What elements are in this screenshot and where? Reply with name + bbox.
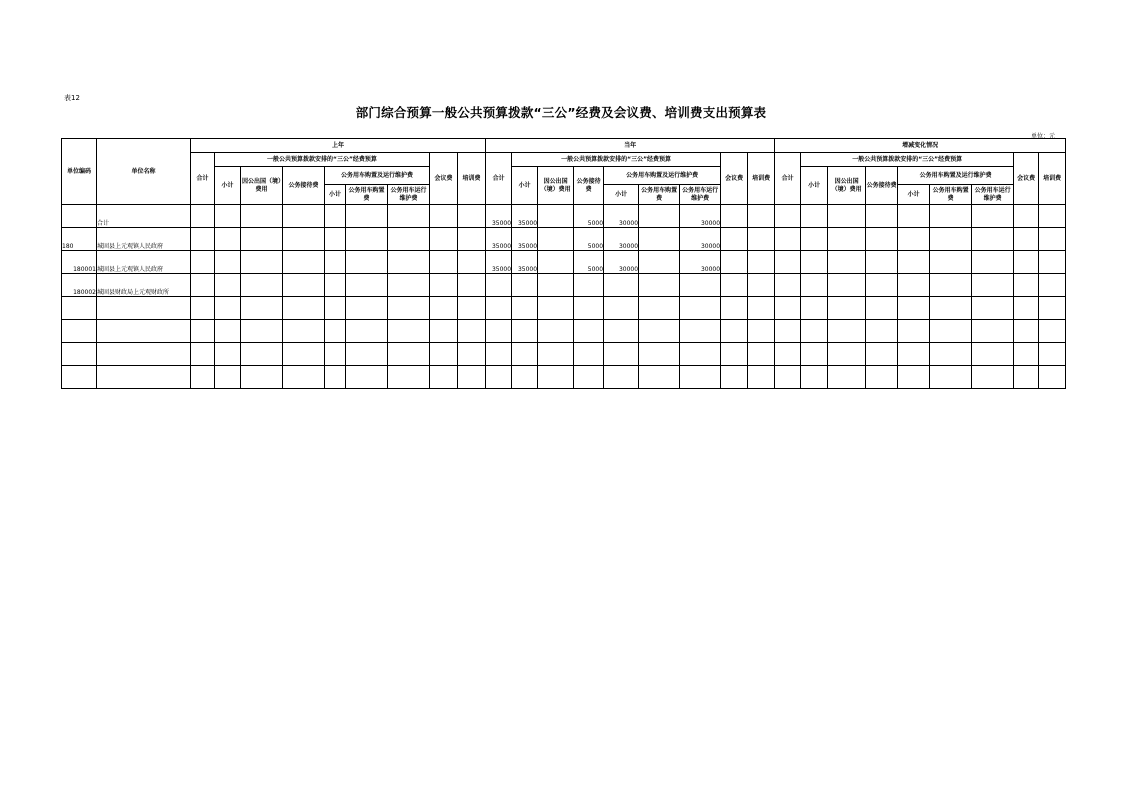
chg-value-cell [801,228,828,251]
cur-value-cell [680,320,721,343]
table-row [62,366,1066,389]
prev-value-cell [388,343,430,366]
cur-value-cell [639,274,680,297]
unit-name-cell [97,320,191,343]
header-prev-year: 上年 [191,139,486,153]
chg-value-cell [866,297,898,320]
header-cur-vehicle-run: 公务用车运行维护费 [680,185,721,205]
chg-value-cell [1039,228,1066,251]
header-cur-meeting: 会议费 [721,153,748,205]
chg-value-cell [930,297,972,320]
chg-value-cell [1014,205,1039,228]
cur-value-cell: 5000 [574,251,604,274]
cur-value-cell [639,297,680,320]
cur-value-cell [748,297,775,320]
chg-value-cell [801,274,828,297]
cur-value-cell [748,274,775,297]
chg-value-cell [801,251,828,274]
cur-value-cell [604,343,639,366]
table-row [62,274,1066,297]
prev-value-cell [241,320,283,343]
cur-value-cell [748,343,775,366]
cur-value-cell: 35000 [486,251,512,274]
page-title: 部门综合预算一般公共预算拨款“三公”经费及会议费、培训费支出预算表 [355,105,767,120]
cur-value-cell [512,297,538,320]
chg-value-cell [828,274,866,297]
header-cur-abroad: 因公出国（境）费用 [538,167,574,205]
prev-value-cell [215,297,241,320]
header-chg-vehicle-buy: 公务用车购置费 [930,185,972,205]
prev-value-cell [191,343,215,366]
cur-value-cell [486,297,512,320]
header-unit-name: 单位名称 [97,139,191,205]
chg-value-cell [930,205,972,228]
unit-code-cell: 180001 [62,251,97,274]
cur-value-cell [721,366,748,389]
cur-value-cell [748,366,775,389]
prev-value-cell [191,205,215,228]
unit-code-cell [62,343,97,366]
header-chg-total: 合计 [775,153,801,205]
chg-value-cell [1039,320,1066,343]
cur-value-cell [574,366,604,389]
chg-value-cell [898,205,930,228]
header-cur-vehicle-buy: 公务用车购置费 [639,185,680,205]
unit-name-cell [97,297,191,320]
chg-value-cell [1014,366,1039,389]
chg-value-cell [866,366,898,389]
cur-value-cell [639,251,680,274]
prev-value-cell [388,274,430,297]
prev-value-cell [388,366,430,389]
header-chg-abroad: 因公出国（境）费用 [828,167,866,205]
header-chg-reception: 公务接待费 [866,167,898,205]
prev-value-cell [458,320,486,343]
prev-value-cell [283,274,325,297]
prev-value-cell [346,228,388,251]
cur-value-cell [721,274,748,297]
unit-name-cell: 城固县财政局上元观财政所 [97,274,191,297]
prev-value-cell [388,228,430,251]
cur-value-cell [748,205,775,228]
cur-value-cell [574,297,604,320]
cur-value-cell [538,320,574,343]
prev-value-cell [430,228,458,251]
prev-value-cell [215,274,241,297]
cur-value-cell [721,228,748,251]
prev-value-cell [325,205,346,228]
prev-value-cell [241,205,283,228]
chg-value-cell [1039,343,1066,366]
header-prev-vehicle-subtotal: 小计 [325,185,346,205]
header-prev-abroad: 因公出国（境）费用 [241,167,283,205]
prev-value-cell [215,320,241,343]
prev-value-cell [283,297,325,320]
cur-value-cell [721,297,748,320]
header-prev-total: 合计 [191,153,215,205]
cur-value-cell [748,320,775,343]
chg-value-cell [930,320,972,343]
chg-value-cell [930,228,972,251]
chg-value-cell [1014,274,1039,297]
chg-value-cell [972,274,1014,297]
chg-value-cell [1014,320,1039,343]
header-prev-vehicle: 公务用车购置及运行维护费 [325,167,430,185]
chg-value-cell [930,274,972,297]
prev-value-cell [325,297,346,320]
cur-value-cell [680,366,721,389]
chg-value-cell [898,228,930,251]
header-cur-sangong: 一般公共预算拨款安排的“三公”经费预算 [512,153,721,167]
header-cur-subtotal: 小计 [512,167,538,205]
cur-value-cell [486,274,512,297]
unit-code-cell [62,366,97,389]
cur-value-cell [604,297,639,320]
cur-value-cell [538,274,574,297]
chg-value-cell [828,366,866,389]
chg-value-cell [828,343,866,366]
chg-value-cell [898,343,930,366]
chg-value-cell [828,297,866,320]
prev-value-cell [325,274,346,297]
table-row [62,297,1066,320]
cur-value-cell [721,320,748,343]
chg-value-cell [828,320,866,343]
header-cur-year: 当年 [486,139,775,153]
prev-value-cell [325,320,346,343]
header-cur-total: 合计 [486,153,512,205]
cur-value-cell: 5000 [574,228,604,251]
prev-value-cell [388,320,430,343]
unit-name-cell: 城固县上元观镇人民政府 [97,251,191,274]
unit-label: 单位：元 [1031,133,1056,140]
cur-value-cell: 30000 [680,205,721,228]
unit-code-cell [62,320,97,343]
cur-value-cell [512,366,538,389]
chg-value-cell [775,228,801,251]
chg-value-cell [930,343,972,366]
chg-value-cell [1039,251,1066,274]
header-chg-training: 培训费 [1039,153,1066,205]
cur-value-cell [680,297,721,320]
header-change: 增减变化情况 [775,139,1066,153]
cur-value-cell: 30000 [604,251,639,274]
header-unit-code: 单位编码 [62,139,97,205]
header-cur-vehicle-subtotal: 小计 [604,185,639,205]
cur-value-cell [748,228,775,251]
prev-value-cell [388,297,430,320]
chg-value-cell [930,251,972,274]
unit-name-cell: 城固县上元观镇人民政府 [97,228,191,251]
cur-value-cell [538,228,574,251]
header-chg-meeting: 会议费 [1014,153,1039,205]
prev-value-cell [241,366,283,389]
chg-value-cell [775,366,801,389]
prev-value-cell [458,297,486,320]
chg-value-cell [972,297,1014,320]
chg-value-cell [801,320,828,343]
cur-value-cell: 30000 [680,228,721,251]
chg-value-cell [866,228,898,251]
prev-value-cell [283,228,325,251]
header-prev-meeting: 会议费 [430,153,458,205]
chg-value-cell [828,251,866,274]
header-cur-vehicle: 公务用车购置及运行维护费 [604,167,721,185]
prev-value-cell [346,274,388,297]
prev-value-cell [215,205,241,228]
prev-value-cell [346,366,388,389]
prev-value-cell [283,366,325,389]
chg-value-cell [866,320,898,343]
chg-value-cell [972,228,1014,251]
header-chg-vehicle: 公务用车购置及运行维护费 [898,167,1014,185]
chg-value-cell [1039,274,1066,297]
chg-value-cell [828,205,866,228]
prev-value-cell [191,297,215,320]
header-chg-subtotal: 小计 [801,167,828,205]
cur-value-cell: 35000 [512,205,538,228]
prev-value-cell [241,297,283,320]
prev-value-cell [191,320,215,343]
prev-value-cell [191,366,215,389]
prev-value-cell [430,343,458,366]
prev-value-cell [325,366,346,389]
cur-value-cell: 35000 [486,205,512,228]
table-row [62,343,1066,366]
table-row [62,228,1066,251]
header-chg-vehicle-subtotal: 小计 [898,185,930,205]
cur-value-cell [574,343,604,366]
cur-value-cell [486,366,512,389]
prev-value-cell [325,343,346,366]
prev-value-cell [458,274,486,297]
prev-value-cell [241,274,283,297]
unit-code-cell [62,297,97,320]
header-prev-training: 培训费 [458,153,486,205]
header-cur-training: 培训费 [748,153,775,205]
table-number: 表12 [64,94,80,102]
cur-value-cell [538,343,574,366]
unit-name-cell [97,366,191,389]
cur-value-cell [486,343,512,366]
chg-value-cell [801,205,828,228]
chg-value-cell [898,320,930,343]
prev-value-cell [215,343,241,366]
chg-value-cell [1039,297,1066,320]
table-row [62,320,1066,343]
prev-value-cell [241,251,283,274]
cur-value-cell [639,205,680,228]
cur-value-cell: 30000 [680,251,721,274]
prev-value-cell [215,228,241,251]
prev-value-cell [283,205,325,228]
chg-value-cell [801,297,828,320]
cur-value-cell [574,320,604,343]
cur-value-cell: 35000 [512,228,538,251]
cur-value-cell [639,320,680,343]
unit-code-cell: 180 [62,228,97,251]
prev-value-cell [430,320,458,343]
prev-value-cell [241,228,283,251]
cur-value-cell: 30000 [604,228,639,251]
cur-value-cell [538,366,574,389]
prev-value-cell [283,343,325,366]
prev-value-cell [346,297,388,320]
chg-value-cell [801,343,828,366]
prev-value-cell [346,251,388,274]
cur-value-cell [604,320,639,343]
prev-value-cell [430,297,458,320]
chg-value-cell [775,251,801,274]
prev-value-cell [458,228,486,251]
cur-value-cell: 35000 [512,251,538,274]
header-prev-subtotal: 小计 [215,167,241,205]
cur-value-cell: 5000 [574,205,604,228]
prev-value-cell [215,366,241,389]
table-body [62,205,1066,389]
unit-name-cell [97,343,191,366]
cur-value-cell [538,251,574,274]
prev-value-cell [458,251,486,274]
table-row [62,205,1066,228]
prev-value-cell [346,343,388,366]
cur-value-cell [721,205,748,228]
chg-value-cell [972,366,1014,389]
cur-value-cell [538,205,574,228]
chg-value-cell [775,297,801,320]
header-prev-vehicle-run: 公务用车运行维护费 [388,185,430,205]
chg-value-cell [866,205,898,228]
cur-value-cell: 35000 [486,228,512,251]
chg-value-cell [866,251,898,274]
prev-value-cell [215,251,241,274]
chg-value-cell [828,228,866,251]
chg-value-cell [866,343,898,366]
prev-value-cell [283,320,325,343]
prev-value-cell [458,343,486,366]
table-row [62,251,1066,274]
header-chg-vehicle-run: 公务用车运行维护费 [972,185,1014,205]
chg-value-cell [775,343,801,366]
cur-value-cell [680,274,721,297]
prev-value-cell [191,228,215,251]
header-chg-sangong: 一般公共预算拨款安排的“三公”经费预算 [801,153,1014,167]
cur-value-cell [574,274,604,297]
prev-value-cell [388,205,430,228]
chg-value-cell [866,274,898,297]
prev-value-cell [191,274,215,297]
chg-value-cell [775,205,801,228]
cur-value-cell [748,251,775,274]
cur-value-cell [538,297,574,320]
header-cur-reception: 公务接待费 [574,167,604,205]
unit-name-cell: 合计 [97,205,191,228]
prev-value-cell [241,343,283,366]
prev-value-cell [191,251,215,274]
unit-code-cell [62,205,97,228]
cur-value-cell [512,343,538,366]
header-prev-vehicle-buy: 公务用车购置费 [346,185,388,205]
chg-value-cell [898,297,930,320]
header-prev-sangong: 一般公共预算拨款安排的“三公”经费预算 [215,153,430,167]
budget-table [61,138,1066,389]
cur-value-cell [512,320,538,343]
header-prev-reception: 公务接待费 [283,167,325,205]
cur-value-cell [639,343,680,366]
prev-value-cell [325,228,346,251]
chg-value-cell [1014,297,1039,320]
chg-value-cell [1014,251,1039,274]
cur-value-cell [604,274,639,297]
chg-value-cell [898,274,930,297]
prev-value-cell [430,205,458,228]
prev-value-cell [346,205,388,228]
chg-value-cell [1014,228,1039,251]
cur-value-cell [512,274,538,297]
chg-value-cell [972,320,1014,343]
cur-value-cell: 30000 [604,205,639,228]
cur-value-cell [721,343,748,366]
chg-value-cell [1039,366,1066,389]
chg-value-cell [898,251,930,274]
prev-value-cell [458,205,486,228]
prev-value-cell [430,366,458,389]
chg-value-cell [898,366,930,389]
chg-value-cell [972,251,1014,274]
cur-value-cell [486,320,512,343]
prev-value-cell [430,274,458,297]
chg-value-cell [972,205,1014,228]
unit-code-cell: 180002 [62,274,97,297]
chg-value-cell [775,320,801,343]
prev-value-cell [283,251,325,274]
cur-value-cell [721,251,748,274]
chg-value-cell [972,343,1014,366]
prev-value-cell [458,366,486,389]
cur-value-cell [639,366,680,389]
prev-value-cell [430,251,458,274]
chg-value-cell [1039,205,1066,228]
cur-value-cell [680,343,721,366]
prev-value-cell [346,320,388,343]
chg-value-cell [930,366,972,389]
chg-value-cell [801,366,828,389]
chg-value-cell [1014,343,1039,366]
prev-value-cell [388,251,430,274]
chg-value-cell [775,274,801,297]
prev-value-cell [325,251,346,274]
cur-value-cell [639,228,680,251]
cur-value-cell [604,366,639,389]
